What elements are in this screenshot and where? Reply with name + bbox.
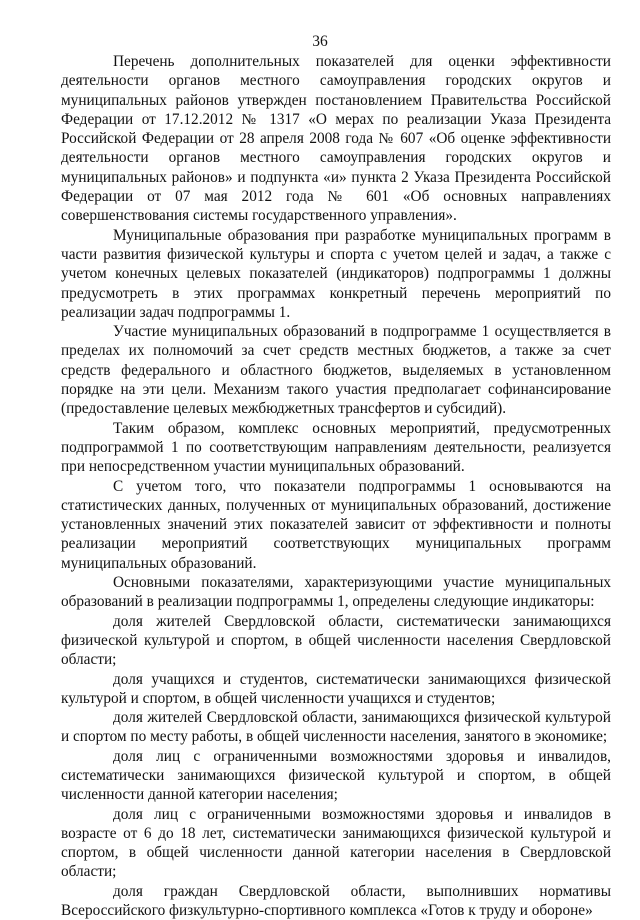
paragraph-statistics: С учетом того, что показатели подпрограммы 1 основываются на статистических данных, полученных от муниципальных образований, достижение установленных значений этих показателей зависит от эффективности и полноты реализации мероприятий соответствующих муниципальных программ муниципальных образований. — [61, 477, 611, 572]
list-item-indicator: доля граждан Свердловской области, выполнивших нормативы Всероссийского физкультурно-спортивного комплекса «Готов к труду и обороне» — [61, 882, 611, 920]
list-item-indicator: доля лиц с ограниченными возможностями здоровья и инвалидов в возрасте от 6 до 18 лет, систематически занимающихся физической культурой и спортом, в общей численности данной категории населения в Свердловской области; — [61, 805, 611, 881]
paragraph-participation: Участие муниципальных образований в подпрограмме 1 осуществляется в пределах их полномочий за счет средств местных бюджетов, а также за счет средств федерального и областного бюджетов, выделяемых в установленном порядке на эти цели. Механизм такого участия предполагает софинансирование (предоставление целевых межбюджетных трансфертов и субсидий). — [61, 323, 611, 418]
list-item-indicator: доля лиц с ограниченными возможностями здоровья и инвалидов, систематически занимающихся физической культурой и спортом, в общей численности данной категории населения; — [61, 747, 611, 804]
page-number: 36 — [312, 33, 328, 50]
list-item-indicator: доля жителей Свердловской области, систематически занимающихся физической культурой и спортом, в общей численности населения Свердловской области; — [61, 612, 611, 669]
paragraph-indicator-list-origin: Перечень дополнительных показателей для оценки эффективности деятельности органов местного самоуправления городских округов и муниципальных районов утвержден постановлением Правительства Российской Федерации от 17.12.2012 № 1317 «О мерах по реализации Указа Президента Российской Федерации от 28 апреля 2008 года № 607 «Об оценке эффективности деятельности органов местного самоуправления городских округов и муниципальных районов» и подпункта «и» пункта 2 Указа Президента Российской Федерации от 07 мая 2012 года № 601 «Об основных направлениях совершенствования системы государственного управления». — [61, 53, 611, 225]
list-item-indicator: доля учащихся и студентов, систематически занимающихся физической культурой и спортом, в общей численности учащихся и студентов; — [61, 670, 611, 707]
paragraph-municipal-programs: Муниципальные образования при разработке муниципальных программ в части развития физической культуры и спорта с учетом целей и задач, а также с учетом конечных целевых показателей (индикаторов) подпрограммы 1 должны предусмотреть в этих программах конкретный перечень мероприятий по реализации задач подпрограммы 1. — [61, 226, 611, 321]
list-item-indicator: доля жителей Свердловской области, занимающихся физической культурой и спортом по месту работы, в общей численности населения, занятого в экономике; — [61, 709, 611, 746]
body-text — [61, 52, 611, 920]
paragraph-complex-measures: Таким образом, комплекс основных мероприятий, предусмотренных подпрограммой 1 по соответствующим направлениям деятельности, реализуется при непосредственном участии муниципальных образований. — [61, 419, 611, 476]
paragraph-main-indicators: Основными показателями, характеризующими участие муниципальных образований в реализации подпрограммы 1, определены следующие индикаторы: — [61, 574, 611, 611]
